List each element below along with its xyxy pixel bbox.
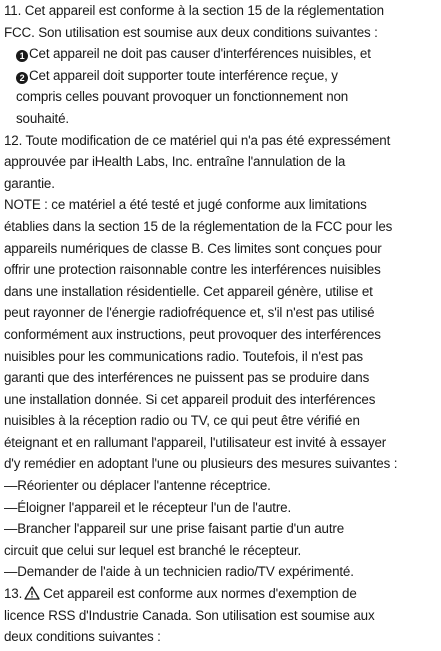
text-line: nuisibles pour les communications radio. Toutefois, il n'est pas [4,348,363,364]
text-line: licence RSS d'Industrie Canada. Son utilisation est soumise aux [4,607,375,623]
measure-item: —Réorienter ou déplacer l'antenne réceptrice. [4,478,271,494]
measure-item: —Demander de l'aide à un technicien radio/TV expérimenté. [4,564,354,580]
text-line: 12. Toute modification de ce matériel qui n'a pas été expressément [4,132,391,148]
measure-item: —Brancher l'appareil sur une prise faisant partie d'un autre [4,521,345,537]
text-line: une installation donnée. Si cet appareil produit des interférences [4,391,376,407]
text-line: établies dans la section 15 de la réglementation de la FCC pour les [4,218,393,234]
note-line: NOTE : ce matériel a été testé et jugé conforme aux limitations [4,197,367,213]
condition-1-line: 1 Cet appareil ne doit pas causer d'interférences nuisibles, et [4,43,441,65]
measure-item: —Éloigner l'appareil et le récepteur l'un de l'autre. [4,499,292,515]
text-line: conformément aux instructions, peut provoquer des interférences [4,326,381,342]
text-line: deux conditions suivantes : [4,629,161,645]
document-text [4,0,441,648]
text-line: souhaité. [16,110,69,126]
text-line: d'y remédier en adoptant l'une ou plusieurs des mesures suivantes : [4,456,398,472]
condition-2-line: 2 Cet appareil doit supporter toute interférence reçue, y [4,65,441,87]
text-line: peut rayonner de l'énergie radiofréquence et, s'il n'est pas utilisé [4,305,375,321]
text-line: compris celles pouvant provoquer un fonctionnement non [16,89,349,105]
text-line: garantie. [4,175,55,191]
text-line: approuvée par iHealth Labs, Inc. entraîne l'annulation de la [4,154,346,170]
text-line: 11. Cet appareil est conforme à la section 15 de la réglementation [4,3,384,18]
text-line: garanti que des interférences ne puissent pas se produire dans [4,370,370,386]
text-line: FCC. Son utilisation est soumise aux deux conditions suivantes : [4,24,378,40]
text-line: dans une installation résidentielle. Cet appareil génère, utilise et [4,283,373,299]
number-1-badge-icon: 1 [16,50,28,62]
warning-triangle-icon [24,586,40,600]
text-line: éteignant et en rallumant l'appareil, l'utilisateur est invité à essayer [4,434,387,450]
text-line: nuisibles à la réception radio ou TV, ce qui peut être vérifié en [4,413,360,429]
item-13-line: 13. Cet appareil est conforme aux normes d'exemption de [4,586,357,602]
text-line: circuit que celui sur lequel est branché le récepteur. [4,542,302,558]
text-line: offrir une protection raisonnable contre les interférences nuisibles [4,262,381,278]
item-13-number: 13. [4,586,23,602]
number-2-badge-icon: 2 [16,72,28,84]
text-line: appareils numériques de classe B. Ces limites sont conçues pour [4,240,382,256]
